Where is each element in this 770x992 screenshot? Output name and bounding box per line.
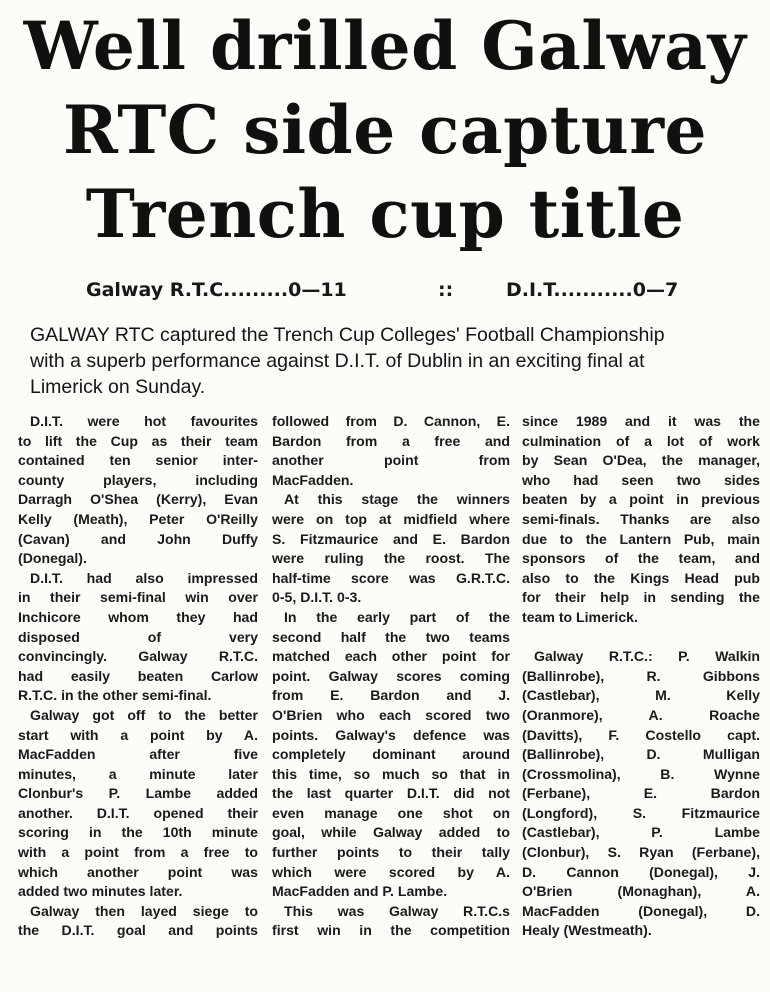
article-column-2 [272, 412, 510, 941]
body-line: county players, including [18, 471, 258, 488]
body-line: team to Limerick. [522, 608, 638, 625]
article-column-1 [18, 412, 258, 941]
body-line: to lift the Cup as their team [18, 432, 258, 449]
body-line: D.I.T. were hot favourites [30, 413, 258, 429]
headline-line-2: RTC side capture [63, 91, 707, 169]
body-line: (Castlebar), P. Lambe [522, 824, 760, 841]
headline-line-1: Well drilled Galway [23, 7, 747, 85]
body-line: S. Fitzmaurice and E. Bardon [272, 530, 510, 547]
body-line: (Ballinrobe), D. Mulligan [522, 746, 760, 763]
body-line: also to the Kings Head pub [522, 569, 760, 586]
body-line: another. D.I.T. opened their [18, 804, 258, 821]
body-line: (Crossmolina), B. Wynne [522, 765, 760, 782]
body-line: (Ballinrobe), R. Gibbons [522, 667, 760, 684]
article-column-3 [522, 412, 760, 941]
body-line: since 1989 and it was the [522, 413, 760, 429]
body-line: (Oranmore), A. Roache [522, 706, 760, 723]
body-line: points. Galway's defence was [272, 726, 510, 743]
body-line: semi-finals. Thanks are also [522, 510, 760, 527]
body-line: sponsors of the team, and [522, 550, 760, 567]
body-line: added two minutes later. [18, 883, 183, 900]
body-line: were on top at midfield where [272, 510, 510, 527]
body-line: (Castlebar), M. Kelly [522, 687, 760, 704]
body-line: Darragh O'Shea (Kerry), Evan [18, 491, 258, 508]
score-galway: Galway R.T.C.........0—11 [86, 279, 347, 301]
standfirst-line: Limerick on Sunday. [30, 376, 206, 398]
paragraph-gap [522, 628, 760, 648]
body-line: O'Brien (Monaghan), A. [522, 883, 760, 900]
body-line: (Davitts), F. Costello capt. [522, 726, 760, 743]
headline [0, 4, 770, 256]
body-line: MacFadden (Donegal), D. [522, 902, 760, 919]
body-line: Galway got off to the better [30, 706, 258, 723]
body-line: start with a point by A. [18, 726, 258, 743]
body-line: with a point from a free to [18, 844, 258, 861]
body-line: Kelly (Meath), Peter O'Reilly [18, 510, 258, 527]
body-line: MacFadden. [272, 471, 354, 488]
body-line: (Clonbur), S. Ryan (Ferbane), [522, 844, 760, 861]
body-line: beaten by a point in previous [522, 491, 760, 508]
body-line: convincingly. Galway R.T.C. [18, 648, 258, 665]
body-line: Healy (Westmeath). [522, 922, 652, 939]
body-line: goal, while Galway added to [272, 824, 510, 841]
standfirst-line: GALWAY RTC captured the Trench Cup Colleges' Football Championship [30, 324, 665, 346]
body-line: matched each other point for [272, 648, 510, 665]
body-line: further points to their tally [272, 844, 510, 861]
body-line: contained ten senior inter- [18, 452, 258, 469]
body-line: (Longford), S. Fitzmaurice [522, 804, 760, 821]
body-line: R.T.C. in the other semi-final. [18, 687, 212, 704]
body-line: D. Cannon (Donegal), J. [522, 863, 760, 880]
body-line: had easily beaten Carlow [18, 667, 258, 684]
body-line: (Donegal). [18, 550, 87, 567]
body-line: This was Galway R.T.C.s [284, 902, 510, 919]
body-line: Inchicore whom they had [18, 608, 258, 625]
body-line: who had seen two sides [522, 471, 760, 488]
body-line: MacFadden and P. Lambe. [272, 883, 448, 900]
body-line: followed from D. Cannon, E. [272, 413, 510, 429]
body-line: minutes, a minute later [18, 765, 258, 782]
standfirst [30, 322, 756, 400]
body-line: second half the two teams [272, 628, 510, 645]
body-line: the D.I.T. goal and points [18, 922, 258, 939]
body-line: 0-5, D.I.T. 0-3. [272, 589, 362, 606]
body-line: point. Galway scores coming [272, 667, 510, 684]
body-line: from E. Bardon and J. [272, 687, 510, 704]
body-line: Clonbur's P. Lambe added [18, 785, 258, 802]
body-line: O'Brien who each scored two [272, 706, 510, 723]
body-line: another point from [272, 452, 510, 469]
body-line: MacFadden after five [18, 746, 258, 763]
body-line: Bardon from a free and [272, 432, 510, 449]
body-line: by Sean O'Dea, the manager, [522, 452, 760, 469]
headline-line-3: Trench cup title [85, 175, 685, 253]
body-line: for their help in sending the [522, 589, 760, 606]
body-line: At this stage the winners [284, 491, 510, 508]
body-line: half-time score was G.R.T.C. [272, 569, 510, 586]
body-line: culmination of a lot of work [522, 432, 760, 449]
score-separator: :: [438, 279, 454, 301]
body-line: (Ferbane), E. Bardon [522, 785, 760, 802]
body-line: completely dominant around [272, 746, 510, 763]
body-line: Galway R.T.C.: P. Walkin [534, 648, 760, 665]
body-line: were ruling the roost. The [272, 550, 510, 567]
score-dit: D.I.T...........0—7 [506, 279, 679, 301]
body-line: this time, so much so that in [272, 765, 510, 782]
standfirst-line: with a superb performance against D.I.T. of Dublin in an exciting final at [30, 350, 645, 372]
body-line: due to the Lantern Pub, main [522, 530, 760, 547]
body-line: Galway then layed siege to [30, 902, 258, 919]
body-line: disposed of very [18, 628, 258, 645]
body-line: which were scored by A. [272, 863, 510, 880]
body-line: which another point was [18, 863, 258, 880]
body-line: (Cavan) and John Duffy [18, 530, 258, 547]
body-line: the last quarter D.I.T. did not [272, 785, 510, 802]
body-line: In the early part of the [284, 608, 510, 625]
body-line: D.I.T. had also impressed [30, 569, 258, 586]
body-line: scoring in the 10th minute [18, 824, 258, 841]
body-line: in their semi-final win over [18, 589, 258, 606]
body-line: first win in the competition [272, 922, 510, 939]
body-line: even manage one shot on [272, 804, 510, 821]
